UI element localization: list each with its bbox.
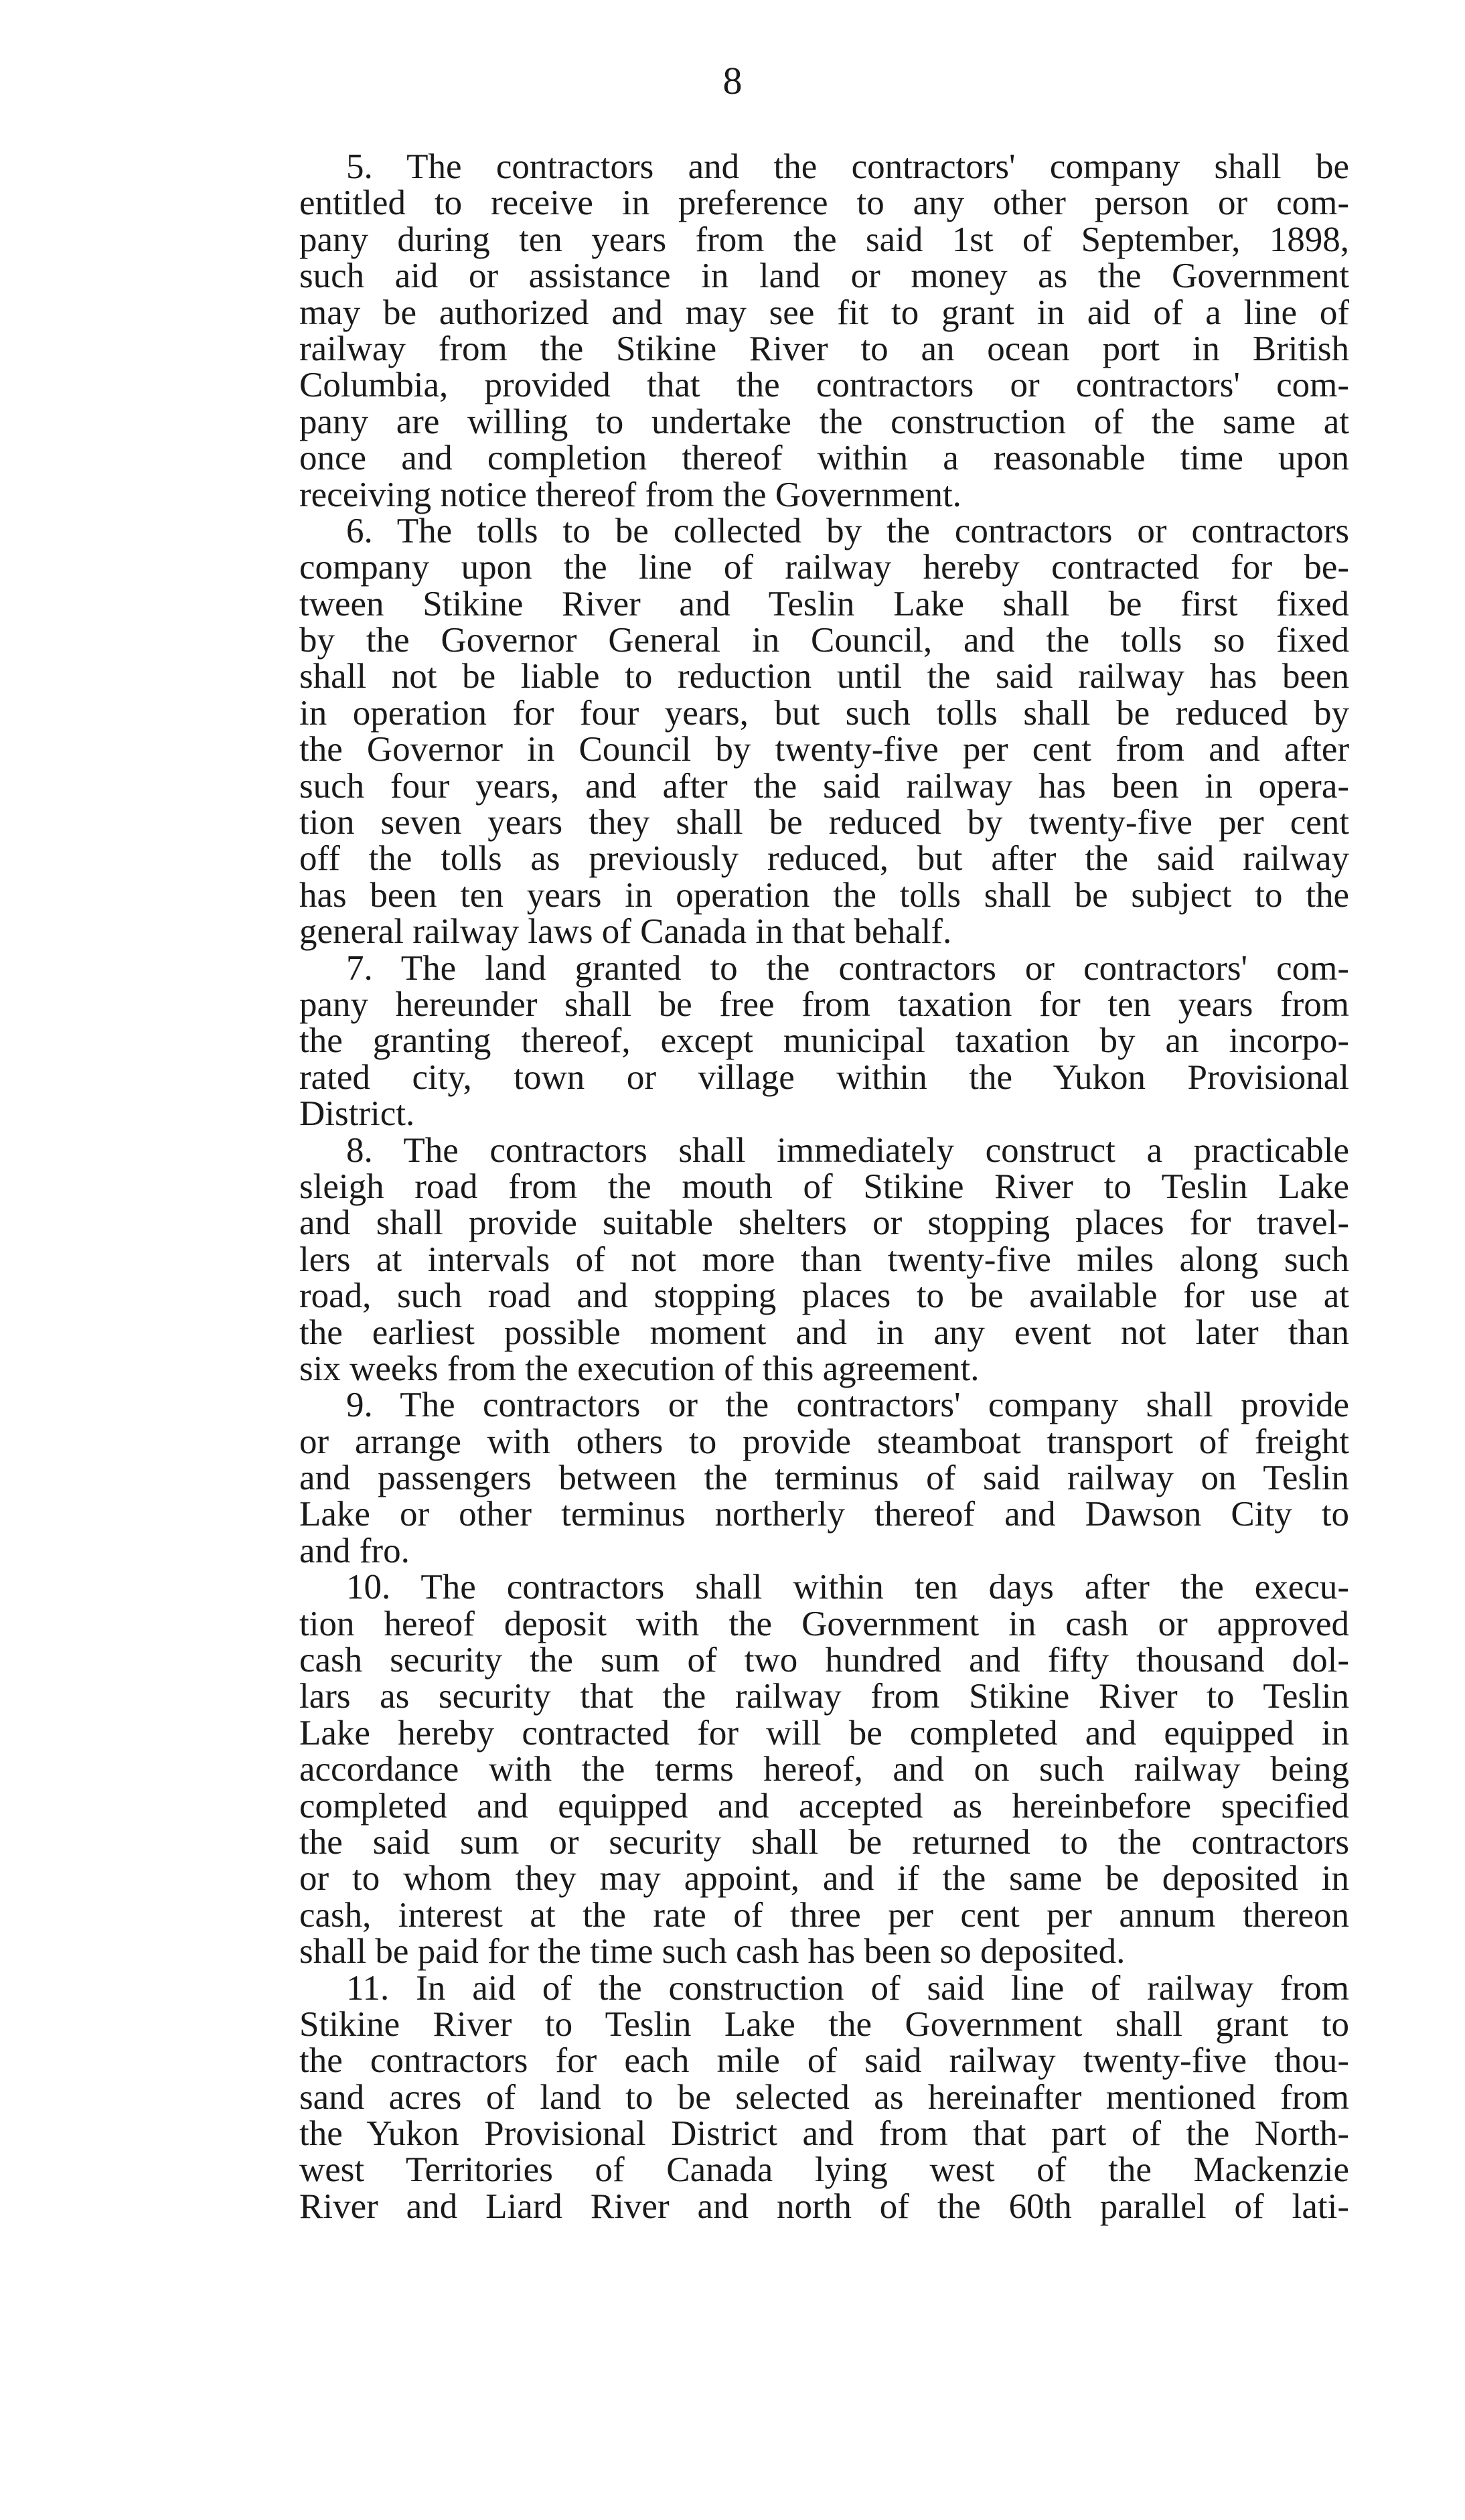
text-line: lers at intervals of not more than twenty-five miles along such xyxy=(299,1240,1349,1279)
text-line: tion seven years they shall be reduced by twenty-five per cent xyxy=(299,803,1349,842)
text-line: the Yukon Provisional District and from that part of the North- xyxy=(299,2114,1349,2154)
text-line: six weeks from the execution of this agreement. xyxy=(299,1349,980,1388)
paragraph xyxy=(299,950,1349,1132)
text-line: by the Governor General in Council, and the tolls so fixed xyxy=(299,621,1349,660)
text-line: 5. The contractors and the contractors' company shall be xyxy=(346,147,1349,186)
paragraph xyxy=(299,1132,1349,1388)
text-line: off the tolls as previously reduced, but after the said railway xyxy=(299,839,1349,879)
text-line: pany during ten years from the said 1st of September, 1898, xyxy=(299,220,1349,259)
text-line: cash security the sum of two hundred and fifty thousand dol- xyxy=(299,1641,1349,1680)
text-line: Lake or other terminus northerly thereof and Dawson City to xyxy=(299,1495,1349,1534)
text-line: in operation for four years, but such tolls shall be reduced by xyxy=(299,693,1349,733)
document-body xyxy=(299,149,1349,2225)
text-line: such aid or assistance in land or money as the Government xyxy=(299,256,1349,296)
text-line: River and Liard River and north of the 60th parallel of lati- xyxy=(299,2187,1349,2226)
paragraph xyxy=(299,1569,1349,1970)
text-line: such four years, and after the said railway has been in opera- xyxy=(299,766,1349,806)
text-line: shall not be liable to reduction until the said railway has been xyxy=(299,657,1349,696)
text-line: tion hereof deposit with the Government in cash or approved xyxy=(299,1604,1349,1643)
text-line: 7. The land granted to the contractors or contractors' com- xyxy=(346,948,1349,988)
text-line: shall be paid for the time such cash has been so deposited. xyxy=(299,1932,1126,1972)
text-line: general railway laws of Canada in that behalf. xyxy=(299,912,952,952)
text-line: pany hereunder shall be free from taxation for ten years from xyxy=(299,984,1349,1024)
text-line: 8. The contractors shall immediately construct a practicable xyxy=(346,1130,1349,1170)
text-line: may be authorized and may see fit to grant in aid of a line of xyxy=(299,293,1349,332)
text-line: or arrange with others to provide steamboat transport of freight xyxy=(299,1422,1349,1461)
paragraph xyxy=(299,1970,1349,2225)
text-line: company upon the line of railway hereby contracted for be- xyxy=(299,548,1349,587)
text-line: and passengers between the terminus of said railway on Teslin xyxy=(299,1459,1349,1498)
text-line: 11. In aid of the construction of said line of railway from xyxy=(346,1968,1349,2008)
paragraph xyxy=(299,1387,1349,1569)
text-line: 6. The tolls to be collected by the contractors or contractors xyxy=(346,511,1349,550)
text-line: sand acres of land to be selected as hereinafter mentioned from xyxy=(299,2077,1349,2117)
text-line: 9. The contractors or the contractors' company shall provide xyxy=(346,1386,1349,1425)
text-line: railway from the Stikine River to an ocean port in British xyxy=(299,329,1349,368)
text-line: the earliest possible moment and in any event not later than xyxy=(299,1313,1349,1352)
text-line: entitled to receive in preference to any other person or com- xyxy=(299,183,1349,223)
text-line: completed and equipped and accepted as hereinbefore specified xyxy=(299,1786,1349,1826)
text-line: 10. The contractors shall within ten days after the execu- xyxy=(346,1568,1349,1607)
text-line: and fro. xyxy=(299,1531,410,1570)
text-line: Columbia, provided that the contractors or contractors' com- xyxy=(299,366,1349,405)
paragraph xyxy=(299,513,1349,950)
text-line: and shall provide suitable shelters or stopping places for travel- xyxy=(299,1203,1349,1243)
text-line: receiving notice thereof from the Government. xyxy=(299,475,961,514)
text-line: pany are willing to undertake the construction of the same at xyxy=(299,402,1349,441)
text-line: lars as security that the railway from Stikine River to Teslin xyxy=(299,1677,1349,1716)
text-line: the contractors for each mile of said railway twenty-five thou- xyxy=(299,2041,1349,2081)
text-line: accordance with the terms hereof, and on such railway being xyxy=(299,1750,1349,1789)
text-line: the granting thereof, except municipal taxation by an incorpo- xyxy=(299,1021,1349,1061)
text-line: once and completion thereof within a reasonable time upon xyxy=(299,439,1349,478)
text-line: sleigh road from the mouth of Stikine River to Teslin Lake xyxy=(299,1167,1349,1206)
text-line: rated city, town or village within the Yukon Provisional xyxy=(299,1057,1349,1097)
text-line: road, such road and stopping places to be available for use at xyxy=(299,1276,1349,1316)
text-line: Stikine River to Teslin Lake the Government shall grant to xyxy=(299,2004,1349,2044)
paragraph xyxy=(299,149,1349,513)
text-line: District. xyxy=(299,1094,415,1134)
text-line: has been ten years in operation the tolls shall be subject to the xyxy=(299,875,1349,915)
text-line: or to whom they may appoint, and if the same be deposited in xyxy=(299,1859,1349,1899)
text-line: cash, interest at the rate of three per cent per annum thereon xyxy=(299,1895,1349,1935)
text-line: west Territories of Canada lying west of the Mackenzie xyxy=(299,2150,1349,2190)
text-line: the said sum or security shall be returned to the contractors xyxy=(299,1822,1349,1862)
text-line: the Governor in Council by twenty-five per cent from and after xyxy=(299,730,1349,769)
text-line: Lake hereby contracted for will be completed and equipped in xyxy=(299,1713,1349,1753)
page-number: 8 xyxy=(722,59,743,102)
text-line: tween Stikine River and Teslin Lake shall be first fixed xyxy=(299,584,1349,623)
